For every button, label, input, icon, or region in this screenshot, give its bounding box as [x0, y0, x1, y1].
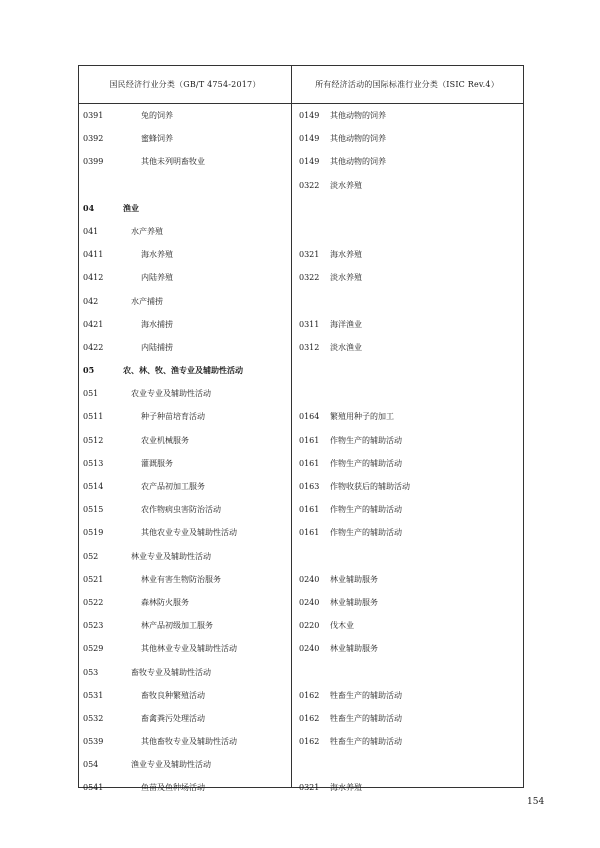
gb-name: 渔业专业及辅助性活动	[131, 760, 211, 770]
gb-name: 其他未列明畜牧业	[141, 157, 205, 167]
isic-name: 海水养殖	[330, 783, 362, 793]
isic-code: 0161	[299, 505, 320, 515]
gb-code: 0513	[83, 458, 104, 468]
gb-name: 海水捕捞	[141, 319, 173, 329]
gb-code: 0519	[83, 528, 104, 538]
gb-name: 农业机械服务	[141, 435, 189, 445]
table-row	[79, 243, 523, 266]
isic-code: 0220	[299, 621, 320, 631]
gb-name: 森林防火服务	[141, 597, 189, 607]
gb-code: 041	[83, 226, 99, 236]
table-row	[79, 197, 523, 220]
isic-code: 0162	[299, 737, 320, 747]
isic-code: 0164	[299, 412, 320, 422]
table-row	[79, 475, 523, 498]
isic-code: 0161	[299, 528, 320, 538]
isic-code: 0162	[299, 713, 320, 723]
table-row	[79, 591, 523, 614]
isic-code: 0162	[299, 690, 320, 700]
isic-name: 淡水养殖	[330, 273, 362, 283]
gb-code: 0521	[83, 574, 104, 584]
gb-name: 畜禽粪污处理活动	[141, 713, 205, 723]
gb-name: 其他林业专业及辅助性活动	[141, 644, 237, 654]
table-row	[79, 614, 523, 637]
isic-name: 作物生产的辅助活动	[330, 505, 402, 515]
gb-code: 0399	[83, 157, 104, 167]
isic-code: 0321	[299, 250, 320, 260]
gb-code: 0411	[83, 250, 104, 260]
gb-name: 农业专业及辅助性活动	[131, 389, 211, 399]
gb-code: 0541	[83, 783, 104, 793]
header-left: 国民经济行业分类（GB/T 4754-2017）	[109, 80, 261, 89]
gb-code: 0422	[83, 342, 104, 352]
table-row	[79, 684, 523, 707]
isic-code: 0161	[299, 435, 320, 445]
isic-name: 林业辅助服务	[330, 574, 378, 584]
gb-code: 0522	[83, 597, 104, 607]
gb-code: 053	[83, 667, 99, 677]
gb-code: 0532	[83, 713, 104, 723]
isic-code: 0311	[299, 319, 320, 329]
gb-name: 水产捕捞	[131, 296, 163, 306]
header-right: 所有经济活动的国际标准行业分类（ISIC Rev.4）	[315, 80, 499, 89]
gb-name: 渔业	[123, 202, 139, 213]
gb-code: 0392	[83, 134, 104, 144]
gb-code: 051	[83, 389, 99, 399]
page-number: 154	[527, 797, 545, 807]
gb-name: 畜牧专业及辅助性活动	[131, 667, 211, 677]
table-header	[79, 66, 523, 104]
isic-name: 海洋渔业	[330, 319, 362, 329]
isic-name: 海水养殖	[330, 250, 362, 260]
isic-name: 作物生产的辅助活动	[330, 458, 402, 468]
gb-code: 0515	[83, 505, 104, 515]
isic-name: 牲畜生产的辅助活动	[330, 737, 402, 747]
classification-table	[78, 65, 524, 793]
table-row	[79, 104, 523, 127]
table-row	[79, 266, 523, 289]
table-row	[79, 753, 523, 776]
table-row	[79, 521, 523, 544]
table-row	[79, 637, 523, 660]
gb-code: 0523	[83, 621, 104, 631]
gb-name: 内陆养殖	[141, 273, 173, 283]
table-row	[79, 568, 523, 591]
isic-code: 0240	[299, 597, 320, 607]
gb-code: 054	[83, 760, 99, 770]
isic-name: 作物收获后的辅助活动	[330, 482, 410, 491]
gb-name: 水产养殖	[131, 226, 163, 236]
isic-name: 林业辅助服务	[330, 597, 378, 607]
table-row	[79, 545, 523, 568]
isic-name: 其他动物的饲养	[330, 157, 386, 167]
gb-name: 其他农业专业及辅助性活动	[141, 528, 237, 538]
isic-name: 伐木业	[330, 621, 354, 631]
gb-code: 0511	[83, 412, 104, 422]
gb-code: 052	[83, 551, 99, 561]
gb-name: 林业专业及辅助性活动	[131, 551, 211, 561]
gb-code: 05	[83, 365, 95, 376]
gb-name: 畜牧良种繁殖活动	[141, 690, 205, 700]
isic-code: 0149	[299, 134, 320, 144]
gb-name: 鱼苗及鱼种场活动	[141, 783, 205, 793]
table-row	[79, 498, 523, 521]
isic-name: 淡水渔业	[330, 342, 362, 352]
isic-code: 0240	[299, 644, 320, 654]
table-row	[79, 730, 523, 753]
isic-code: 0161	[299, 458, 320, 468]
isic-name: 牲畜生产的辅助活动	[330, 713, 402, 723]
isic-code: 0322	[299, 180, 320, 190]
gb-code: 0512	[83, 435, 104, 445]
gb-code: 042	[83, 296, 99, 306]
gb-code: 04	[83, 202, 95, 213]
gb-name: 灌溉服务	[141, 458, 173, 468]
gb-name: 农、林、牧、渔专业及辅助性活动	[123, 365, 243, 376]
table-row	[79, 313, 523, 336]
isic-name: 作物生产的辅助活动	[330, 435, 402, 445]
table-row	[79, 452, 523, 475]
table-row	[79, 707, 523, 730]
table-row	[79, 127, 523, 150]
gb-name: 种子种苗培育活动	[141, 412, 205, 422]
isic-code: 0149	[299, 157, 320, 167]
isic-name: 淡水养殖	[330, 180, 362, 190]
table-row	[79, 150, 523, 173]
gb-name: 林产品初级加工服务	[141, 621, 213, 631]
gb-code: 0412	[83, 273, 104, 283]
gb-code: 0539	[83, 737, 104, 747]
gb-name: 海水养殖	[141, 250, 173, 260]
gb-code: 0391	[83, 111, 104, 120]
isic-name: 作物生产的辅助活动	[330, 528, 402, 538]
isic-name: 其他动物的饲养	[330, 134, 386, 144]
gb-name: 林业有害生物防治服务	[141, 574, 221, 584]
isic-name: 牲畜生产的辅助活动	[330, 690, 402, 700]
gb-name: 内陆捕捞	[141, 342, 173, 352]
isic-name: 其他动物的饲养	[330, 111, 386, 120]
table-row	[79, 220, 523, 243]
isic-code: 0163	[299, 482, 320, 491]
gb-name: 蜜蜂饲养	[141, 134, 173, 144]
table-row	[79, 661, 523, 684]
gb-name: 农产品初加工服务	[141, 482, 205, 491]
gb-code: 0531	[83, 690, 104, 700]
gb-code: 0529	[83, 644, 104, 654]
isic-name: 林业辅助服务	[330, 644, 378, 654]
isic-name: 繁殖用种子的加工	[330, 412, 394, 422]
table-row	[79, 382, 523, 405]
table-row	[79, 776, 523, 799]
table-row	[79, 290, 523, 313]
gb-name: 农作物病虫害防治活动	[141, 505, 221, 515]
table-row	[79, 336, 523, 359]
isic-code: 0322	[299, 273, 320, 283]
gb-name: 兔的饲养	[141, 111, 173, 120]
isic-code: 0312	[299, 342, 320, 352]
table-body	[79, 104, 523, 800]
isic-code: 0240	[299, 574, 320, 584]
isic-code: 0149	[299, 111, 320, 120]
gb-code: 0514	[83, 482, 104, 491]
table-row	[79, 174, 523, 197]
table-row	[79, 429, 523, 452]
table-row	[79, 359, 523, 382]
table-row	[79, 405, 523, 428]
isic-code: 0321	[299, 783, 320, 793]
gb-name: 其他畜牧专业及辅助性活动	[141, 737, 237, 747]
gb-code: 0421	[83, 319, 104, 329]
